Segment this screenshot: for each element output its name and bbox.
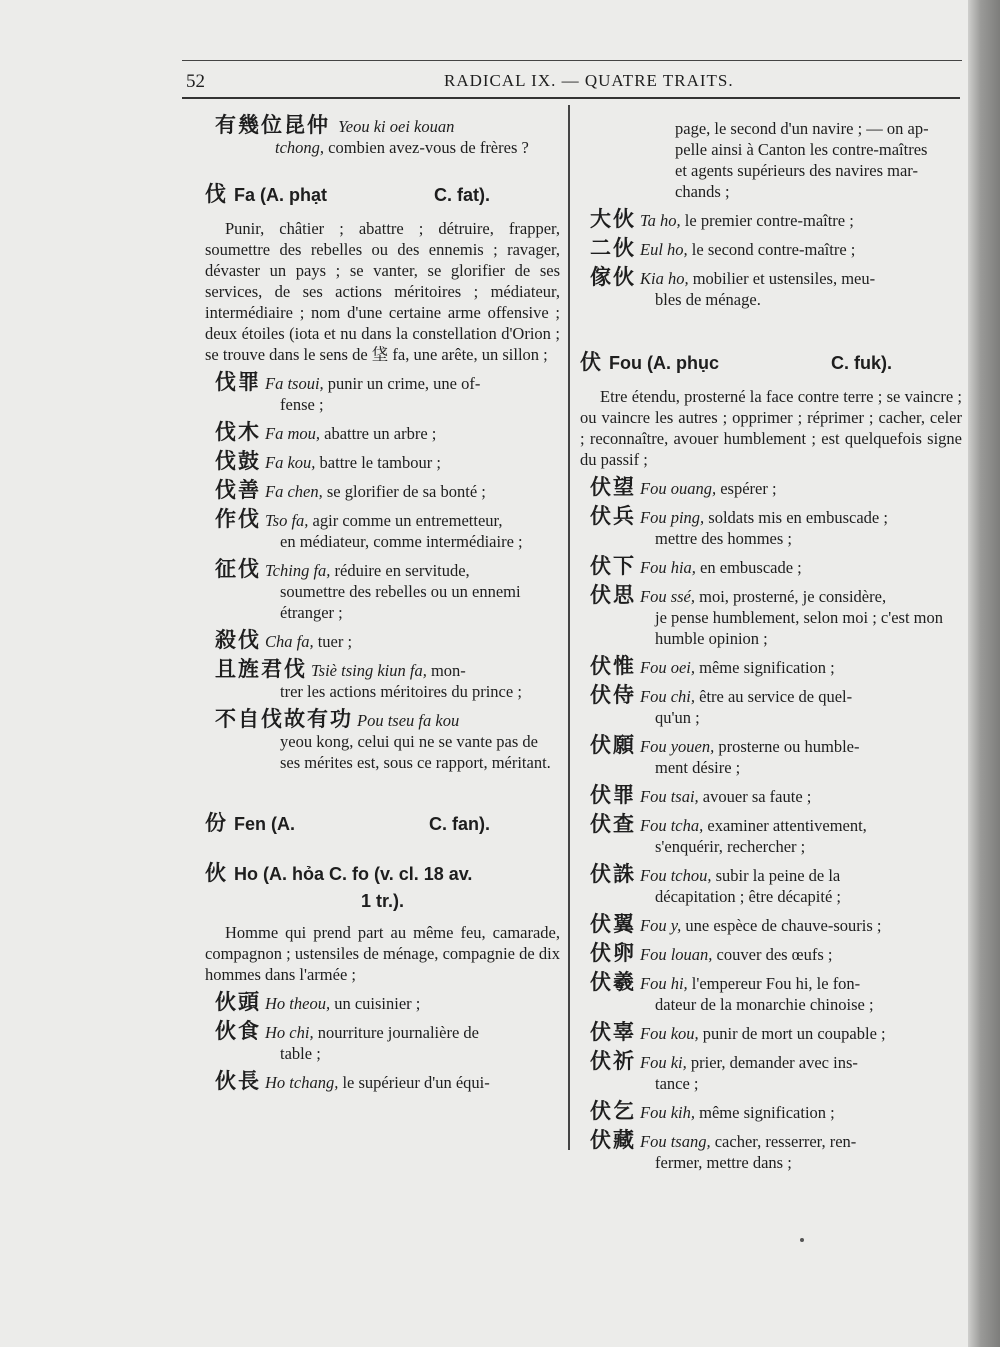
compound-gloss-cont: décapitation ; être décapité ; (655, 887, 841, 906)
compound-romanization: Ta ho, (640, 211, 681, 230)
compound-cjk: 伐鼓 (215, 449, 261, 473)
left-column (205, 108, 560, 1100)
compound-romanization: Fou kou, (640, 1024, 699, 1043)
compound-cjk: 大伙 (590, 207, 636, 231)
compound-romanization: Fou ouang, (640, 479, 717, 498)
compound-romanization: Fou tchou, (640, 866, 712, 885)
page-number: 52 (186, 71, 205, 92)
compound-gloss: prosterne ou humble- (718, 737, 860, 756)
compound-gloss-cont: trer les actions méritoires du prince ; (280, 682, 522, 701)
compound-entry (580, 556, 962, 578)
definition-fa: Punir, châtier ; abattre ; détruire, frapper, soumettre des rebelles ou des ennemis ; ravager, dévaster un pays ; se vanter, se glorifier de ses services, de ses actions méritoires ; médiateur, intermédiaire ; nom d'une certaine arme offensive ; deux étoiles (iota et nu dans la constellation d'Orion ; se trouve dans le sens de 垡 fa, une arête, un sillon ; (205, 219, 560, 364)
headword-ho-cantonese-2: 1 tr.). (360, 891, 404, 911)
compound-romanization: Fou kih, (640, 1103, 695, 1122)
compound-romanization: Fou ssé, (640, 587, 695, 606)
intro-gloss: , combien avez-vous de frères ? (319, 138, 529, 157)
compound-romanization: Fou ki, (640, 1053, 687, 1072)
compound-entry (580, 914, 962, 936)
compound-entry (580, 585, 962, 649)
headword-fou-cantonese: C. fuk). (831, 353, 892, 373)
compound-gloss: réduire en servitude, (334, 561, 470, 580)
compound-cjk: 伐罪 (215, 370, 261, 394)
compound-entry (580, 1130, 962, 1173)
compound-gloss-cont: ment désire ; (655, 758, 741, 777)
compound-entry (205, 422, 560, 444)
compound-gloss-cont: tance ; (655, 1074, 699, 1093)
compound-gloss: le supérieur d'un équi- (342, 1073, 490, 1092)
compound-gloss-cont: s'enquérir, rechercher ; (655, 837, 806, 856)
compound-cjk: 伙食 (215, 1019, 261, 1043)
compound-romanization: Tching fa, (265, 561, 331, 580)
compound-gloss-cont: fense ; (280, 395, 324, 414)
compound-cjk: 伙頭 (215, 990, 261, 1014)
compound-entry (205, 509, 560, 552)
compound-cjk: 傢伙 (590, 265, 636, 289)
headword-ho-annamite: (A. hỏa (263, 864, 325, 884)
page-header (182, 60, 962, 99)
compound-gloss-cont: mettre des hommes ; (655, 529, 793, 548)
headword-fa-annamite: (A. phạt (260, 185, 328, 205)
continuation-line: pelle ainsi à Canton les contre-maîtres (675, 140, 928, 159)
compound-gloss-cont: en médiateur, comme intermédiaire ; (280, 532, 523, 551)
compound-romanization: Fou ping, (640, 508, 705, 527)
compound-entry (205, 372, 560, 415)
compound-entry (580, 785, 962, 807)
headword-fou-char: 伏 (580, 350, 603, 374)
headword-fou (580, 346, 962, 376)
compound-romanization: Ho tchang, (265, 1073, 339, 1092)
compound-gloss: examiner attentivement, (707, 816, 867, 835)
headword-ho (205, 857, 560, 887)
compound-cjk: 征伐 (215, 557, 261, 581)
compound-gloss: mobilier et ustensiles, meu- (692, 269, 876, 288)
headword-ho-cantonese: C. fo (v. cl. 18 av. (329, 864, 473, 884)
compound-romanization: Fou y, (640, 916, 682, 935)
fou-compounds (580, 477, 962, 1173)
headword-ho-cont (205, 891, 560, 912)
compound-cjk: 伏羲 (590, 970, 636, 994)
compound-cjk: 伏祈 (590, 1049, 636, 1073)
intro-romanization: Yeou ki oei kouan (338, 117, 455, 136)
ho-continuation (580, 118, 962, 202)
compound-gloss: moi, prosterné, je considère, (699, 587, 887, 606)
compound-gloss: le premier contre-maître ; (684, 211, 854, 230)
compound-cjk: 伏辜 (590, 1020, 636, 1044)
compound-cjk: 伏惟 (590, 654, 636, 678)
compound-gloss-cont: soumettre des rebelles ou un ennemi étranger ; (280, 582, 521, 622)
compound-romanization: Tso fa, (265, 511, 309, 530)
compound-cjk: 伐木 (215, 420, 261, 444)
headword-fa (205, 178, 560, 208)
compound-cjk: 伙長 (215, 1069, 261, 1093)
compound-entry (580, 267, 962, 310)
compound-cjk: 伐善 (215, 478, 261, 502)
compound-gloss-cont: qu'un ; (655, 708, 700, 727)
compound-romanization: Tsiè tsing kiun fa, (311, 661, 427, 680)
compound-entry (205, 1021, 560, 1064)
right-column (580, 118, 962, 1180)
intro-cjk: 有幾位昆仲 (215, 113, 330, 137)
compound-cjk: 伏查 (590, 812, 636, 836)
compound-cjk: 二伙 (590, 236, 636, 260)
compound-cjk: 伏下 (590, 554, 636, 578)
compound-entry (580, 814, 962, 857)
definition-ho: Homme qui prend part au même feu, camarade, compagnon ; ustensiles de ménage, compagnie de dix hommes dans l'armée ; (205, 923, 560, 984)
compound-entry (205, 630, 560, 652)
compound-romanization: Eul ho, (640, 240, 688, 259)
compound-romanization: Fou chi, (640, 687, 695, 706)
headword-fen-char: 份 (205, 811, 228, 835)
ho-compounds-continued (580, 209, 962, 310)
compound-romanization: Fou hi, (640, 974, 688, 993)
compound-entry (580, 1051, 962, 1094)
compound-cjk: 殺伐 (215, 628, 261, 652)
compound-cjk: 伏兵 (590, 504, 636, 528)
headword-fa-word: Fa (234, 185, 256, 205)
headword-ho-word: Ho (234, 864, 258, 884)
compound-entry (580, 972, 962, 1015)
compound-entry (205, 992, 560, 1014)
compound-romanization: Ho chi, (265, 1023, 314, 1042)
compound-gloss-cont: yeou kong, celui qui ne se vante pas de ses mérites est, sous ce rapport, méritant. (280, 732, 551, 772)
compound-gloss: le second contre-maître ; (691, 240, 856, 259)
compound-gloss: un cuisinier ; (334, 994, 421, 1013)
compound-gloss: prier, demander avec ins- (690, 1053, 858, 1072)
compound-gloss: en embuscade ; (700, 558, 802, 577)
header-rule (182, 97, 960, 99)
intro-romanization-2: tchong (275, 138, 320, 157)
compound-entry (205, 559, 560, 623)
compound-romanization: Fa kou, (265, 453, 316, 472)
compound-gloss: agir comme un entremetteur, (312, 511, 503, 530)
compound-cjk: 不自伐故有功 (215, 707, 353, 731)
compound-entry (580, 735, 962, 778)
compound-cjk: 伏侍 (590, 683, 636, 707)
compound-entry (205, 709, 560, 773)
compound-entry (580, 1022, 962, 1044)
compound-entry (580, 506, 962, 549)
compound-gloss-cont: dateur de la monarchie chinoise ; (655, 995, 874, 1014)
compound-romanization: Fou youen, (640, 737, 715, 756)
compound-entry (580, 656, 962, 678)
compound-entry (205, 659, 560, 702)
compound-gloss-cont: je pense humblement, selon moi ; c'est mon humble opinion ; (655, 608, 944, 648)
compound-entry (205, 451, 560, 473)
compound-entry (580, 209, 962, 231)
compound-romanization: Fa tsoui, (265, 374, 324, 393)
compound-romanization: Fou oei, (640, 658, 695, 677)
headword-ho-char: 伙 (205, 861, 228, 885)
ho-compounds (205, 992, 560, 1093)
compound-romanization: Fou tcha, (640, 816, 704, 835)
running-title: RADICAL IX. — QUATRE TRAITS. (444, 71, 734, 90)
compound-gloss: être au service de quel- (699, 687, 853, 706)
compound-cjk: 伏罪 (590, 783, 636, 807)
compound-cjk: 伏乞 (590, 1099, 636, 1123)
compound-entry (580, 1101, 962, 1123)
compound-romanization: Fou hia, (640, 558, 696, 577)
compound-cjk: 伏思 (590, 583, 636, 607)
compound-gloss-cont: table ; (280, 1044, 321, 1063)
compound-cjk: 伏翼 (590, 912, 636, 936)
compound-gloss-cont: bles de ménage. (655, 290, 761, 309)
headword-fen-annamite: (A. (271, 814, 296, 834)
compound-gloss: couver des œufs ; (716, 945, 833, 964)
compound-entry (580, 685, 962, 728)
column-divider (568, 105, 570, 1150)
compound-gloss: battre le tambour ; (319, 453, 441, 472)
compound-gloss: nourriture journalière de (317, 1023, 479, 1042)
intro-example (205, 115, 560, 158)
headword-fa-cantonese: C. fat). (434, 185, 490, 205)
compound-entry (580, 943, 962, 965)
compound-cjk: 且旌君伐 (215, 657, 307, 681)
compound-entry (580, 864, 962, 907)
compound-gloss: tuer ; (317, 632, 353, 651)
compound-romanization: Fou tsang, (640, 1132, 711, 1151)
continuation-line: page, le second d'un navire ; — on ap- (675, 119, 929, 138)
compound-romanization: Fou louan, (640, 945, 713, 964)
compound-gloss-cont: fermer, mettre dans ; (655, 1153, 792, 1172)
compound-cjk: 伏誅 (590, 862, 636, 886)
headword-fou-word: Fou (609, 353, 642, 373)
compound-cjk: 伏藏 (590, 1128, 636, 1152)
compound-gloss: punir un crime, une of- (327, 374, 481, 393)
continuation-line: chands ; (675, 182, 730, 201)
compound-gloss: espérer ; (720, 479, 777, 498)
headword-fen-word: Fen (234, 814, 267, 834)
compound-romanization: Fa mou, (265, 424, 320, 443)
compound-romanization: Ho theou, (265, 994, 331, 1013)
definition-fou: Etre étendu, prosterné la face contre terre ; se vaincre ; ou vaincre les autres ; opprimer ; réprimer ; cacher, celer ; reconnaître, avouer humblement ; est quelquefois signe du passif ; (580, 387, 962, 469)
headword-fen (205, 807, 560, 837)
compound-gloss: se glorifier de sa bonté ; (326, 482, 486, 501)
headword-fa-char: 伐 (205, 182, 228, 206)
compound-cjk: 作伐 (215, 507, 261, 531)
compound-entry (580, 477, 962, 499)
compound-gloss: l'empereur Fou hi, le fon- (691, 974, 861, 993)
compound-gloss: subir la peine de la (715, 866, 841, 885)
headword-fou-annamite: (A. phục (647, 353, 720, 373)
compound-entry (205, 480, 560, 502)
page-edge-shadow (968, 0, 1000, 1347)
compound-romanization: Cha fa, (265, 632, 314, 651)
compound-romanization: Pou tseu fa kou (357, 711, 460, 730)
compound-cjk: 伏望 (590, 475, 636, 499)
compound-gloss: cacher, resserrer, ren- (714, 1132, 857, 1151)
compound-cjk: 伏卵 (590, 941, 636, 965)
compound-entry (205, 1071, 560, 1093)
compound-gloss: abattre un arbre ; (324, 424, 437, 443)
headword-fen-cantonese: C. fan). (429, 814, 490, 834)
compound-gloss: mon- (430, 661, 466, 680)
continuation-line: et agents supérieurs des navires mar- (675, 161, 918, 180)
compound-gloss: punir de mort un coupable ; (702, 1024, 886, 1043)
compound-gloss: soldats mis en embuscade ; (708, 508, 888, 527)
compound-romanization: Fou tsai, (640, 787, 699, 806)
compound-gloss: avouer sa faute ; (702, 787, 812, 806)
compound-gloss: même signification ; (699, 658, 835, 677)
compound-romanization: Fa chen, (265, 482, 323, 501)
compound-cjk: 伏願 (590, 733, 636, 757)
compound-gloss: même signification ; (699, 1103, 835, 1122)
compound-romanization: Kia ho, (640, 269, 689, 288)
speck (800, 1238, 804, 1242)
fa-compounds (205, 372, 560, 773)
compound-entry (580, 238, 962, 260)
compound-gloss: une espèce de chauve-souris ; (685, 916, 882, 935)
